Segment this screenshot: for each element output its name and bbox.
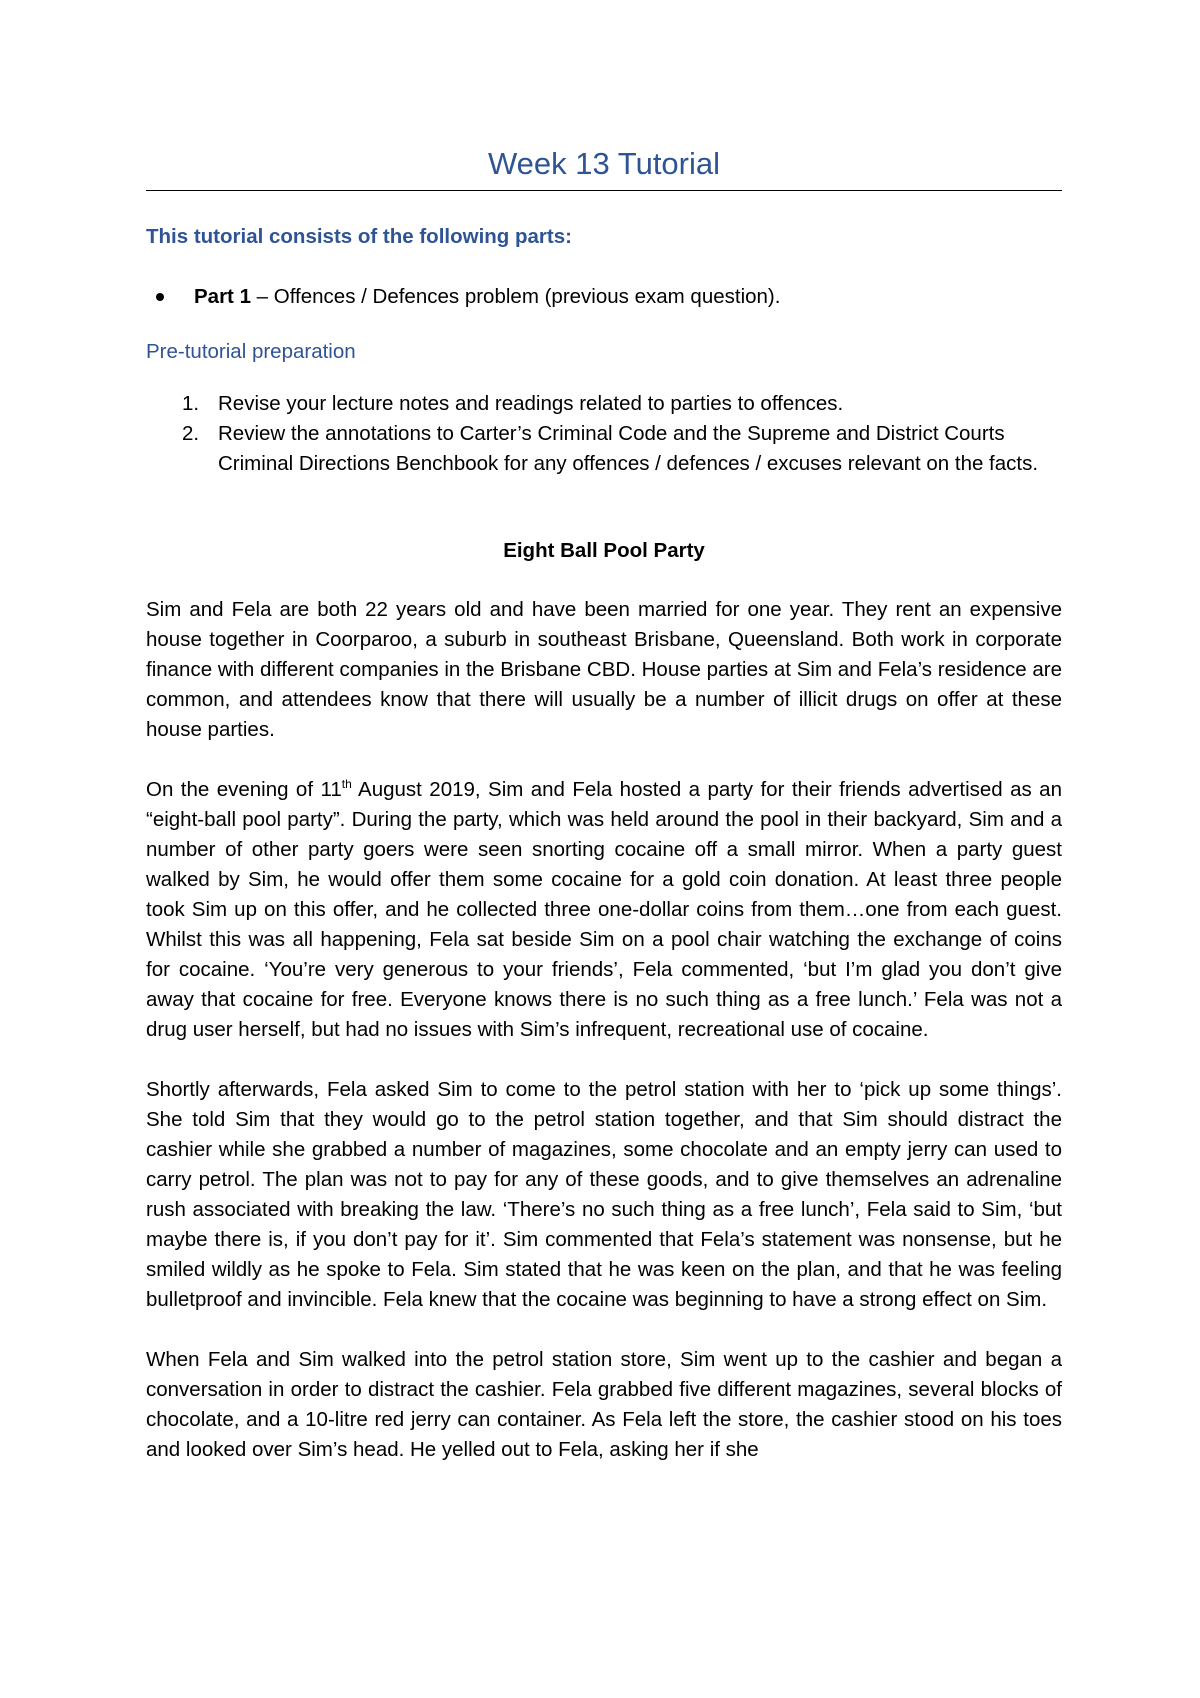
list-item — [146, 282, 1062, 312]
intro-heading: This tutorial consists of the following parts: — [146, 225, 572, 248]
list-item — [146, 419, 1062, 479]
prep-heading: Pre-tutorial preparation — [146, 340, 356, 363]
paragraph-4: When Fela and Sim walked into the petrol station store, Sim went up to the cashier and began a conversation in order to distract the cashier. Fela grabbed five different magazines, several blocks of chocolate, and a 10-litre red jerry can container. As Fela left the store, the cashier stood on his toes and looked over Sim’s head. He yelled out to Fela, asking her if she — [146, 1348, 1062, 1461]
paragraph-2 — [146, 775, 1062, 1045]
title-divider — [146, 190, 1062, 191]
paragraph-2-start: On the evening of 11 — [146, 778, 342, 801]
prep-list — [146, 389, 1062, 479]
list-text: Revise your lecture notes and readings related to parties to offences. — [218, 392, 844, 415]
case-title: Eight Ball Pool Party — [503, 539, 705, 562]
bullet-icon — [156, 293, 164, 301]
paragraph-2-rest: August 2019, Sim and Fela hosted a party for their friends advertised as an “eight-ball pool party”. During the party, which was held around the pool in their backyard, Sim and a number of other party goers were seen snorting cocaine off a small mirror. When a party guest walked by Sim, he would offer them some cocaine for a gold coin donation. At least three people took Sim up on this offer, and he collected three one-dollar coins from them…one from each guest. Whilst this was all happening, Fela sat beside Sim on a pool chair watching the exchange of coins for cocaine. ‘You’re very generous to your friends’, Fela commented, ‘but I’m glad you don’t give away that cocaine for free. Everyone knows there is no such thing as a free lunch.’ Fela was not a drug user herself, but had no issues with Sim’s infrequent, recreational use of cocaine. — [146, 778, 1062, 1041]
paragraph-1: Sim and Fela are both 22 years old and have been married for one year. They rent an expensive house together in Coorparoo, a suburb in southeast Brisbane, Queensland. Both work in corporate finance with different companies in the Brisbane CBD. House parties at Sim and Fela’s residence are common, and attendees know that there will usually be a number of illicit drugs on offer at these house parties. — [146, 598, 1062, 741]
ordinal-suffix: th — [341, 777, 352, 792]
part-label: Part 1 — [194, 285, 251, 308]
list-number: 1. — [182, 392, 200, 415]
list-text: Review the annotations to Carter’s Criminal Code and the Supreme and District Courts Criminal Directions Benchbook for any offences / defences / excuses relevant on the facts. — [218, 422, 1039, 475]
list-number: 2. — [182, 422, 200, 445]
paragraph-3: Shortly afterwards, Fela asked Sim to come to the petrol station with her to ‘pick up some things’. She told Sim that they would go to the petrol station together, and that Sim should distract the cashier while she grabbed a number of magazines, some chocolate and an empty jerry can used to carry petrol. The plan was not to pay for any of these goods, and to give themselves an adrenaline rush associated with breaking the law. ‘There’s no such thing as a free lunch’, Fela said to Sim, ‘but maybe there is, if you don’t pay for it’. Sim commented that Fela’s statement was nonsense, but he smiled wildly as he spoke to Fela. Sim stated that he was keen on the plan, and that he was feeling bulletproof and invincible. Fela knew that the cocaine was beginning to have a strong effect on Sim. — [146, 1078, 1062, 1311]
document-title: Week 13 Tutorial — [487, 146, 721, 181]
parts-list — [146, 282, 1062, 312]
part-text: – Offences / Defences problem (previous exam question). — [250, 285, 781, 308]
list-item — [146, 389, 1062, 419]
